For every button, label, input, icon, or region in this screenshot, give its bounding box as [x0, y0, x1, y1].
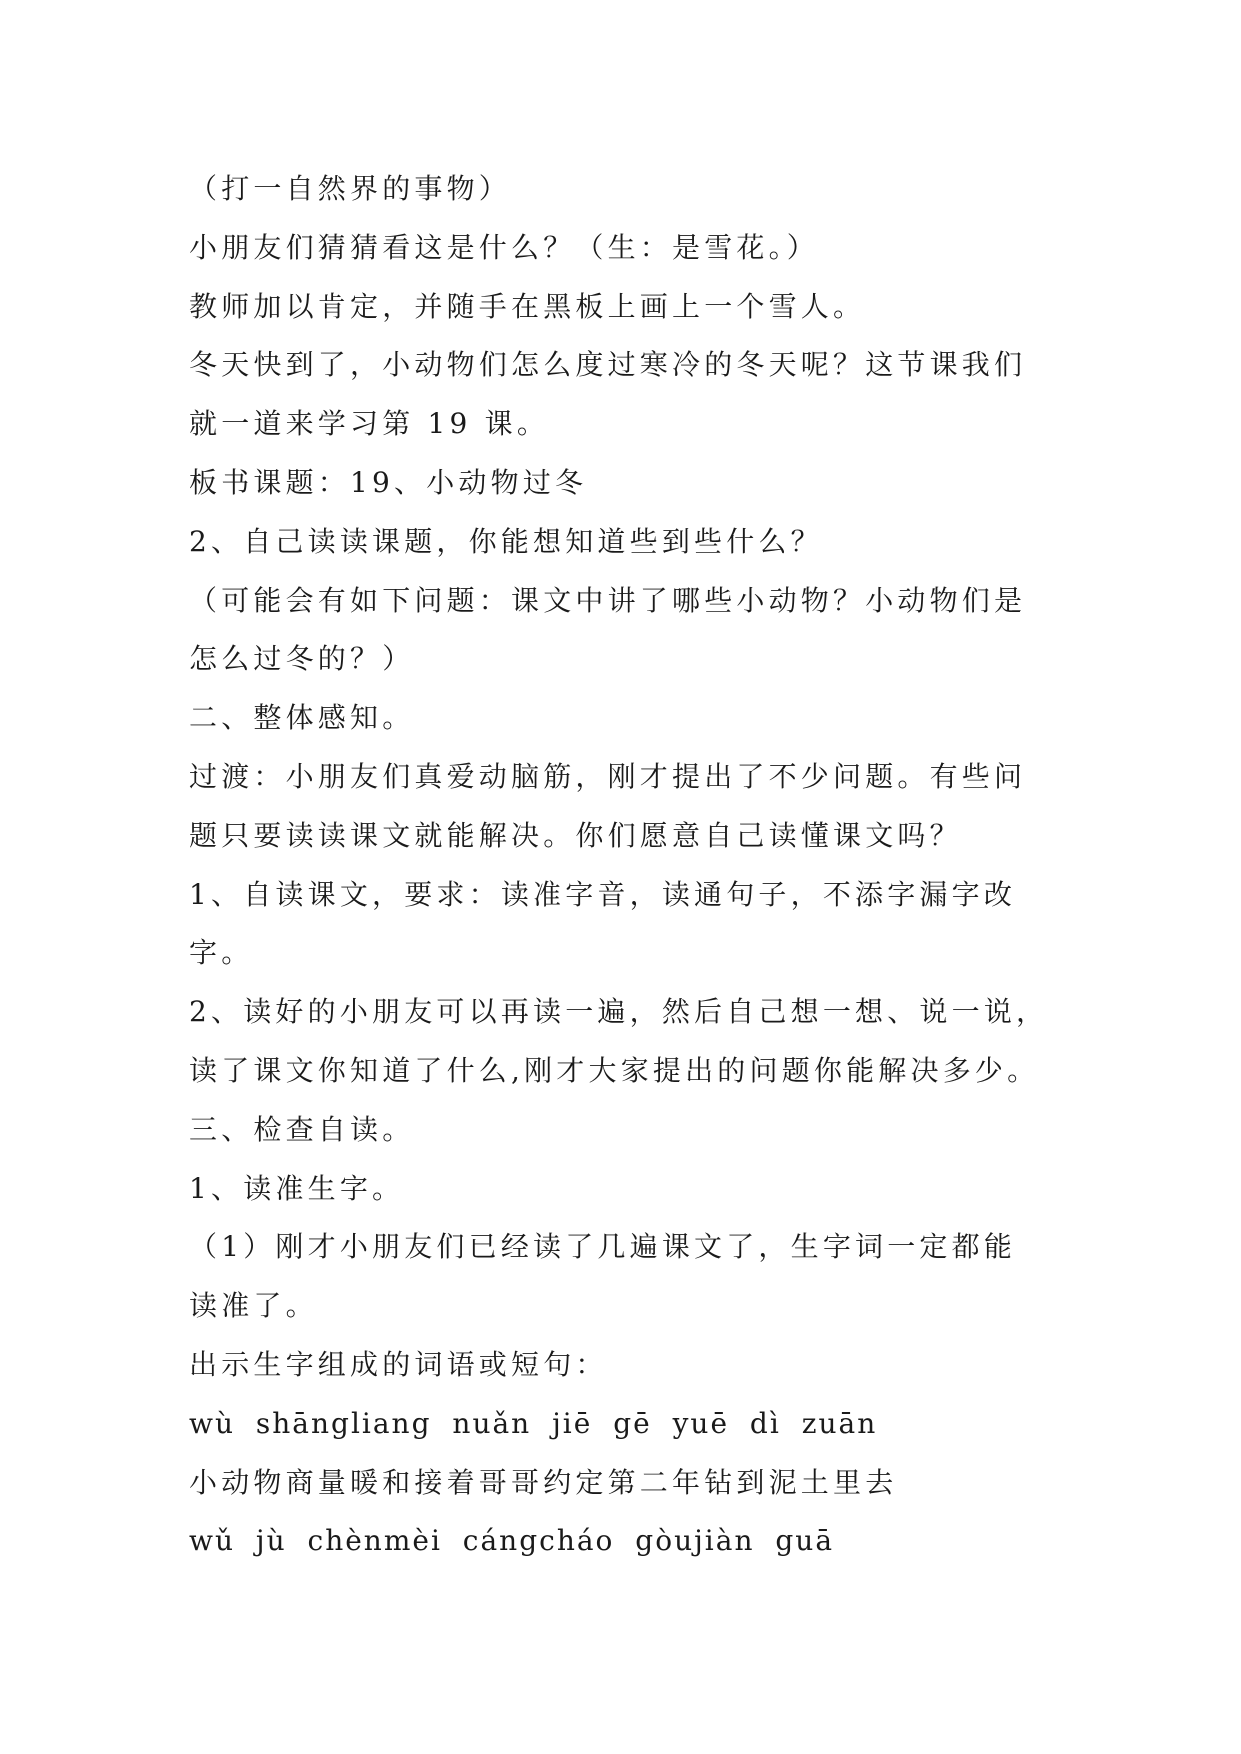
possible-questions-line-1: （可能会有如下问题：课文中讲了哪些小动物？小动物们是: [189, 583, 1027, 617]
pinyin-line-2: wǔ jù chènmèi cángcháo gòujiàn guā: [189, 1524, 835, 1558]
transition-line-1: 过渡：小朋友们真爱动脑筋，刚才提出了不少问题。有些问: [189, 759, 1027, 793]
vocabulary-line: 小动物商量暖和接着哥哥约定第二年钻到泥土里去: [189, 1465, 898, 1499]
teacher-affirm-line: 教师加以肯定，并随手在黑板上画上一个雪人。: [189, 289, 866, 323]
reread-line-1: 2、读好的小朋友可以再读一遍，然后自己想一想、说一说，: [189, 995, 1049, 1029]
section-heading-check: 三、检查自读。: [189, 1112, 415, 1146]
read-title-line: 2、自己读读课题，你能想知道些到些什么？: [189, 524, 823, 558]
riddle-hint-line: （打一自然界的事物）: [189, 172, 512, 205]
guess-question-line: 小朋友们猜猜看这是什么？（生：是雪花。）: [189, 230, 820, 264]
step-one-line-2: 读准了。: [189, 1289, 318, 1323]
reread-line-2: 读了课文你知道了什么,刚才大家提出的问题你能解决多少。: [189, 1053, 1040, 1087]
show-words-line: 出示生字组成的词语或短句：: [189, 1347, 608, 1381]
step-one-line-1: （1）刚才小朋友们已经读了几遍课文了，生字词一定都能: [189, 1230, 1017, 1264]
section-heading-overall: 二、整体感知。: [189, 701, 415, 735]
intro-line-1: 冬天快到了，小动物们怎么度过寒冷的冬天呢？这节课我们: [189, 348, 1027, 382]
self-read-line-2: 字。: [189, 936, 254, 970]
board-title-line: 板书课题：19、小动物过冬: [189, 465, 588, 499]
pinyin-line-1: wù shāngliang nuǎn jiē gē yuē dì zuān: [189, 1406, 878, 1440]
document-body: [189, 160, 1069, 1571]
intro-line-2: 就一道来学习第 19 课。: [189, 407, 550, 441]
transition-line-2: 题只要读读课文就能解决。你们愿意自己读懂课文吗？: [189, 818, 962, 852]
read-characters-line: 1、读准生字。: [189, 1171, 405, 1205]
possible-questions-line-2: 怎么过冬的？）: [189, 642, 415, 676]
self-read-line-1: 1、自读课文，要求：读准字音，读通句子，不添字漏字改: [189, 877, 1017, 911]
